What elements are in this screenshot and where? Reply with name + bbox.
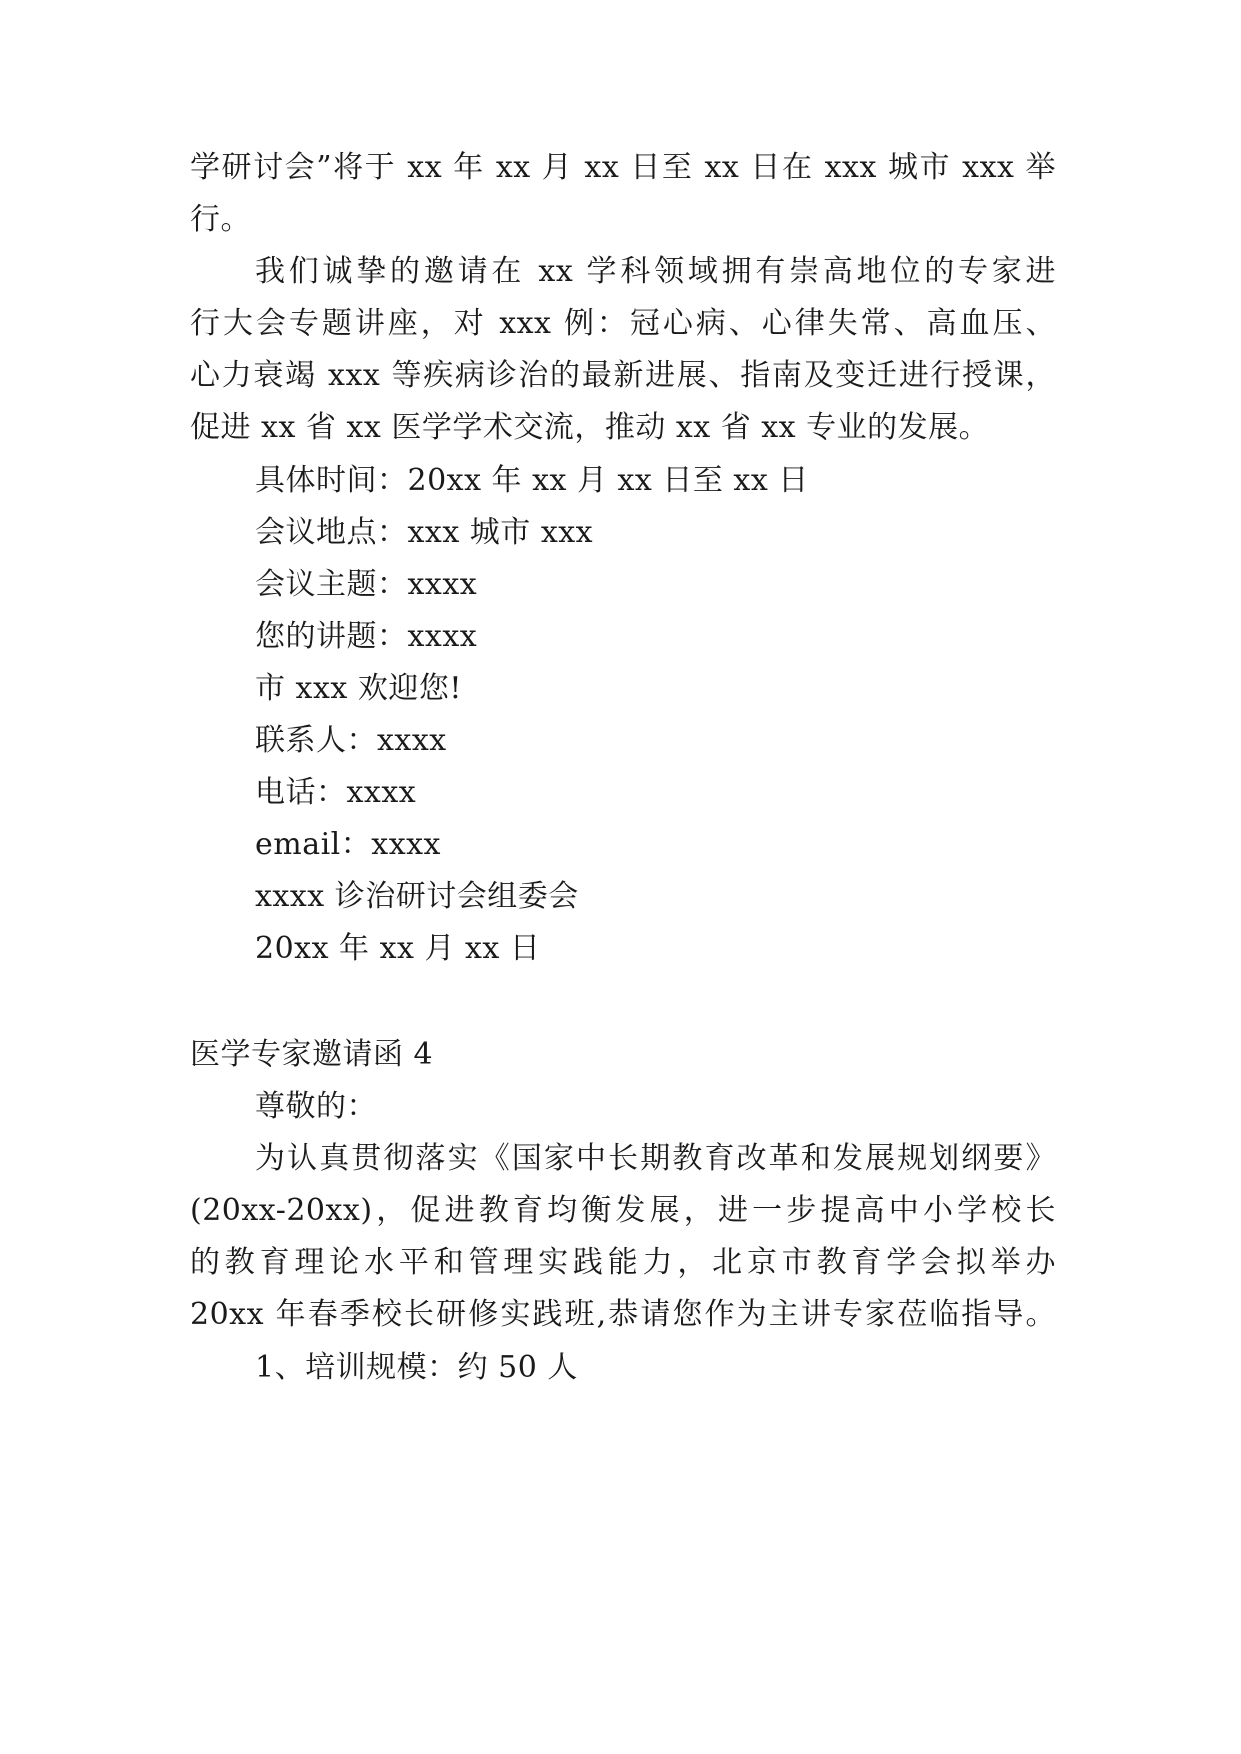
paragraph-2-line-4: 促进 xx 省 xx 医学学术交流，推动 xx 省 xx 专业的发展。 xyxy=(190,410,990,445)
letter-4-body-line-4: 20xx 年春季校长研修实践班,恭请您作为主讲专家莅临指导。 xyxy=(190,1297,1056,1332)
detail-organizer: xxxx 诊治研讨会组委会 xyxy=(255,879,579,914)
detail-welcome: 市 xxx 欢迎您! xyxy=(255,671,462,706)
paragraph-1-line-2: 行。 xyxy=(190,202,251,237)
paragraph-1-line-1: 学研讨会”将于 xx 年 xx 月 xx 日至 xx 日在 xxx 城市 xxx 举 xyxy=(190,150,1056,185)
detail-venue: 会议地点：xxx 城市 xxx xyxy=(255,515,594,550)
letter-4-body-line-2: (20xx-20xx)，促进教育均衡发展，进一步提高中小学校长 xyxy=(190,1193,1056,1228)
detail-topic: 您的讲题：xxxx xyxy=(255,619,478,654)
detail-contact: 联系人：xxxx xyxy=(255,723,447,758)
paragraph-2-line-1: 我们诚挚的邀请在 xx 学科领域拥有崇高地位的专家进 xyxy=(255,254,1056,289)
paragraph-2-line-2: 行大会专题讲座，对 xxx 例：冠心病、心律失常、高血压、 xyxy=(190,306,1056,341)
detail-date: 20xx 年 xx 月 xx 日 xyxy=(255,931,541,966)
detail-theme: 会议主题：xxxx xyxy=(255,567,478,602)
detail-email: email：xxxx xyxy=(255,827,441,862)
letter-4-heading: 医学专家邀请函 4 xyxy=(190,1037,434,1072)
detail-time: 具体时间：20xx 年 xx 月 xx 日至 xx 日 xyxy=(255,463,809,498)
letter-4-item-1: 1、培训规模：约 50 人 xyxy=(255,1350,578,1385)
paragraph-2-line-3: 心力衰竭 xxx 等疾病诊治的最新进展、指南及变迁进行授课， xyxy=(190,358,1056,393)
letter-4-salutation: 尊敬的： xyxy=(255,1089,377,1124)
detail-phone: 电话：xxxx xyxy=(255,775,417,810)
letter-4-body-line-3: 的教育理论水平和管理实践能力，北京市教育学会拟举办 xyxy=(190,1245,1056,1280)
letter-4-body-line-1: 为认真贯彻落实《国家中长期教育改革和发展规划纲要》 xyxy=(255,1141,1056,1176)
